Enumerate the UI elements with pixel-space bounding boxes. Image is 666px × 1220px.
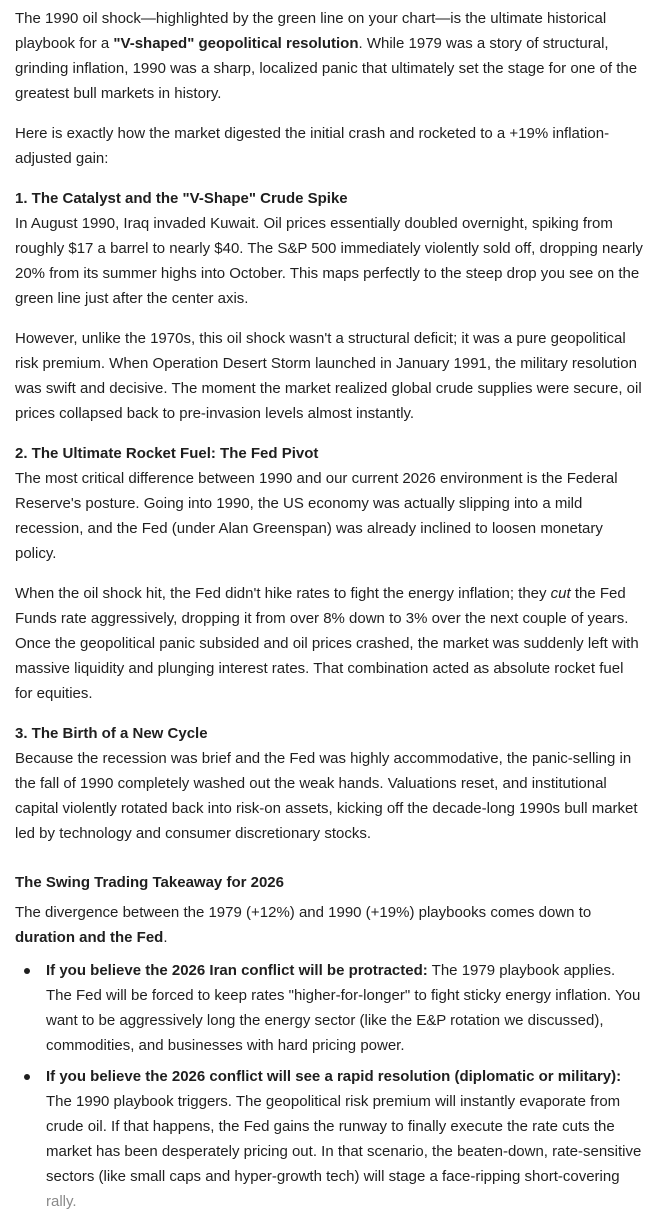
intro-paragraph-1 — [15, 6, 643, 106]
list-item — [46, 958, 643, 1058]
bullet-lead: If you believe the 2026 conflict will see a rapid resolution (diplomatic or military): — [46, 1068, 622, 1085]
section-catalyst — [15, 186, 643, 426]
takeaway-text-cont: . — [163, 929, 168, 946]
bullet-text-faded: rally. — [46, 1193, 77, 1210]
response-body — [15, 6, 643, 1220]
intro-emphasis: "V-shaped" geopolitical resolution — [113, 35, 359, 52]
takeaway-text: The divergence between the 1979 (+12%) and 1990 (+19%) playbooks comes down to — [15, 904, 592, 921]
section-fed-pivot — [15, 441, 643, 706]
takeaway-heading: The Swing Trading Takeaway for 2026 — [15, 874, 284, 891]
bullet-lead: If you believe the 2026 Iran conflict will be protracted: — [46, 962, 428, 979]
section-emphasis: cut — [550, 585, 571, 602]
intro-text-cont: . While 1979 was a story of structural, grinding inflation, 1990 was a sharp, localized panic that ultimately set the stage for one of the greatest bull markets in history. — [15, 35, 638, 102]
section-paragraph — [15, 581, 643, 706]
intro-paragraph-2: Here is exactly how the market digested the initial crash and rocketed to a +19% inflation-adjusted gain: — [15, 125, 610, 167]
section-heading: 2. The Ultimate Rocket Fuel: The Fed Pivot — [15, 445, 319, 462]
bullet-text: The 1990 playbook triggers. The geopolitical risk premium will instantly evaporate from crude oil. If that happens, the Fed gains the runway to finally execute the rate cuts the market has been desperately pricing out. In that scenario, the beaten-down, rate-sensitive sectors (like small caps and hyper-growth tech) will stage a face-ripping short-covering — [46, 1093, 642, 1185]
section-paragraph: The most critical difference between 1990 and our current 2026 environment is the Federal Reserve's posture. Going into 1990, the US economy was actually slipping into a mild recession, and the Fed (under Alan Greenspan) was already inclined to loosen monetary policy. — [15, 470, 618, 562]
takeaway-bullet-list — [15, 958, 643, 1214]
section-paragraph: In August 1990, Iraq invaded Kuwait. Oil prices essentially doubled overnight, spiking from roughly $17 a barrel to nearly $40. The S&P 500 immediately violently sold off, dropping nearly 20% from its summer highs into October. This maps perfectly to the steep drop you see on the green line just after the center axis. — [15, 215, 643, 307]
section-text-cont: the Fed Funds rate aggressively, dropping it from over 8% down to 3% over the next couple of years. Once the geopolitical panic subsided and oil prices crashed, the market was suddenly left with massive liquidity and plunging interest rates. That combination acted as absolute rocket fuel for equities. — [15, 585, 639, 702]
list-item — [46, 1064, 643, 1214]
bullet-text: The 1979 playbook applies. The Fed will be forced to keep rates "higher-for-longer" to fight sticky energy inflation. You want to be aggressively long the energy sector (like the E&P rotation we discussed), commodities, and businesses with hard pricing power. — [46, 962, 641, 1054]
takeaway-emphasis: duration and the Fed — [15, 929, 164, 946]
takeaway-paragraph — [15, 900, 643, 950]
bullet-icon — [24, 1074, 30, 1080]
section-paragraph: Because the recession was brief and the Fed was highly accommodative, the panic-selling in the fall of 1990 completely washed out the weak hands. Valuations reset, and institutional capital violently rotated back into risk-on assets, kicking off the decade-long 1990s bull market led by technology and consumer discretionary stocks. — [15, 750, 638, 842]
intro-text: The 1990 oil shock—highlighted by the green line on your chart—is the ultimate historical playbook for a — [15, 10, 607, 52]
section-new-cycle — [15, 721, 643, 846]
bullet-icon — [24, 968, 30, 974]
section-text: When the oil shock hit, the Fed didn't hike rates to fight the energy inflation; they — [15, 585, 551, 602]
section-paragraph: However, unlike the 1970s, this oil shock wasn't a structural deficit; it was a pure geopolitical risk premium. When Operation Desert Storm launched in January 1991, the military resolution was swift and decisive. The moment the market realized global crude supplies were secure, oil prices collapsed back to pre-invasion levels almost instantly. — [15, 330, 642, 422]
section-heading: 1. The Catalyst and the "V-Shape" Crude Spike — [15, 190, 348, 207]
section-heading: 3. The Birth of a New Cycle — [15, 725, 208, 742]
